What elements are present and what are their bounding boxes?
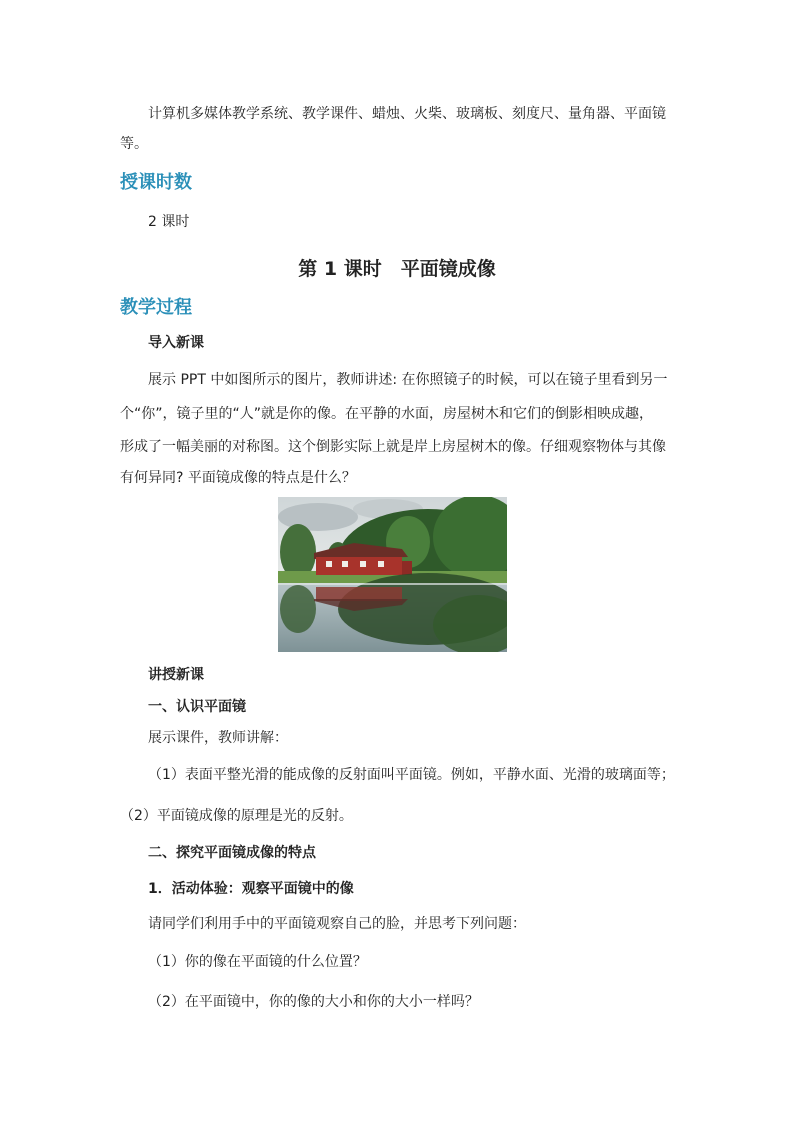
new-lesson-heading: 讲授新课	[148, 667, 204, 683]
lake-reflection-illustration	[278, 497, 507, 652]
part1-point-1: （1）表面平整光滑的能成像的反射面叫平面镜。例如，平静水面、光滑的玻璃面等；	[148, 767, 675, 783]
intro-heading: 导入新课	[148, 335, 204, 351]
intro-line-4: 有何异同? 平面镜成像的特点是什么？	[120, 470, 356, 486]
lesson-title: 第 1 课时 平面镜成像	[298, 258, 496, 280]
part1-heading: 一、认识平面镜	[148, 699, 246, 715]
question-1: （1）你的像在平面镜的什么位置？	[148, 954, 367, 970]
question-2: （2）在平面镜中，你的像的大小和你的大小一样吗？	[148, 994, 479, 1010]
materials-line-1: 计算机多媒体教学系统、教学课件、蜡烛、火柴、玻璃板、刻度尺、量角器、平面镜	[148, 106, 666, 122]
part1-lead: 展示课件，教师讲解：	[148, 730, 288, 746]
class-hours-value: 2 课时	[148, 214, 190, 230]
activity-heading: 1．活动体验：观察平面镜中的像	[148, 881, 354, 897]
part2-heading: 二、探究平面镜成像的特点	[148, 845, 316, 861]
lake-reflection-photo	[278, 497, 507, 652]
class-hours-heading: 授课时数	[120, 172, 192, 193]
activity-lead: 请同学们利用手中的平面镜观察自己的脸，并思考下列问题：	[148, 916, 526, 932]
materials-line-2: 等。	[120, 136, 148, 152]
teaching-process-heading: 教学过程	[120, 297, 192, 318]
intro-line-2: 个“你”，镜子里的“人”就是你的像。在平静的水面，房屋树木和它们的倒影相映成趣，	[120, 406, 654, 422]
intro-line-3: 形成了一幅美丽的对称图。这个倒影实际上就是岸上房屋树木的像。仔细观察物体与其像	[120, 439, 666, 455]
part1-point-2: （2）平面镜成像的原理是光的反射。	[120, 808, 353, 824]
intro-line-1: 展示 PPT 中如图所示的图片，教师讲述: 在你照镜子的时候，可以在镜子里看到另一	[148, 372, 668, 388]
